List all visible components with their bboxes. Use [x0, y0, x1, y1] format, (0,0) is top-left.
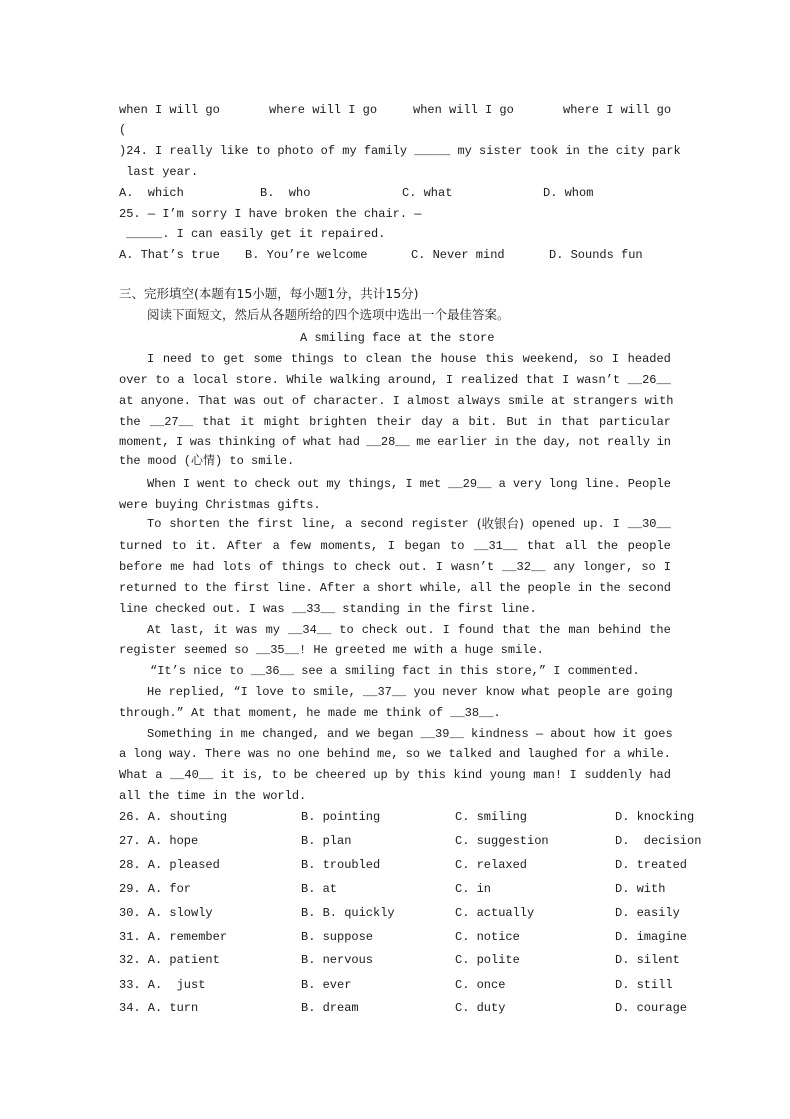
passage-word: __27__	[149, 415, 194, 429]
passage-word: first	[257, 517, 294, 531]
passage-word: so	[588, 352, 604, 366]
q25-option-d: D. Sounds fun	[549, 248, 643, 262]
passage-word: laughed	[527, 747, 578, 761]
passage-word: (收银台)	[476, 516, 525, 531]
passage-line: were buying Christmas gifts.	[119, 498, 321, 512]
passage-word: that	[501, 623, 531, 637]
passage-word: first	[233, 581, 270, 595]
passage-word: __26__	[627, 373, 671, 387]
passage-word: line.	[276, 581, 313, 595]
passage-word: There	[204, 747, 241, 761]
passage-word: the	[410, 352, 432, 366]
option-28-b: B. troubled	[301, 858, 381, 872]
section3-instruction: 阅读下面短文，然后从各题所给的四个选项中选出一个最佳答案。	[147, 307, 510, 322]
passage-line: line checked out. I was __33__ standing in the first line.	[119, 602, 537, 616]
passage-word: a	[362, 581, 370, 595]
passage-word: store.	[235, 373, 279, 387]
passage-word: what	[302, 435, 332, 449]
passage-word: this	[485, 352, 515, 366]
passage-word: line,	[301, 517, 338, 531]
option-32-d: D. silent	[615, 953, 680, 967]
passage-word: really	[606, 435, 651, 449]
option-27-d: D. decision	[615, 834, 702, 848]
q24-stem-line2: last year.	[119, 165, 199, 179]
passage-word: __30__	[627, 517, 671, 531]
passage-word: for	[584, 747, 607, 761]
passage-word: before	[119, 560, 163, 574]
passage-word: some	[253, 352, 283, 366]
option-26-a: 26. A. shouting	[119, 810, 228, 824]
passage-word: second	[360, 517, 404, 531]
option-26-b: B. pointing	[301, 810, 381, 824]
passage-line	[147, 476, 671, 492]
option-27-b: B. plan	[301, 834, 352, 848]
passage-word: moments,	[320, 539, 379, 553]
passage-word: the	[498, 581, 521, 595]
passage-word: I	[175, 435, 184, 449]
passage-word: might	[263, 415, 300, 429]
passage-word: I	[405, 477, 413, 491]
passage-word: earlier	[437, 435, 488, 449]
q25-option-c: C. Never mind	[411, 248, 505, 262]
option-33-d: D. still	[615, 978, 673, 992]
q24-option-c: C. what	[402, 186, 453, 200]
passage-word: it.	[195, 539, 218, 553]
passage-word: headed	[627, 352, 671, 366]
passage-word: young	[489, 768, 526, 782]
passage-word: People	[627, 477, 671, 491]
passage-word: while.	[627, 747, 671, 761]
passage-word: over	[119, 373, 148, 387]
passage-word: was	[235, 623, 258, 637]
option-28-d: D. treated	[615, 858, 688, 872]
passage-word: last,	[169, 623, 206, 637]
passage-word: that	[525, 373, 555, 387]
passage-word: I	[442, 623, 450, 637]
passage-word: I	[569, 768, 577, 782]
passage-word: weekend,	[522, 352, 581, 366]
passage-word: shorten	[169, 517, 220, 531]
option-32-c: C. polite	[455, 953, 520, 967]
passage-word: short	[376, 581, 413, 595]
passage-title: A smiling face at the store	[300, 331, 495, 345]
passage-word: went	[197, 477, 226, 491]
passage-word: need	[162, 352, 192, 366]
passage-word: and	[498, 747, 521, 761]
option-34-a: 34. A. turn	[119, 1001, 199, 1015]
passage-word: around,	[387, 373, 439, 387]
q24-paren: (	[119, 123, 127, 137]
passage-word: that	[526, 539, 556, 553]
passage-word: one	[298, 747, 320, 761]
passage-line	[147, 516, 671, 532]
option-30-a: 30. A. slowly	[119, 906, 213, 920]
option-29-a: 29. A. for	[119, 882, 192, 896]
passage-word: few	[289, 539, 311, 553]
passage-word: brighten	[309, 415, 367, 429]
passage-word: to	[271, 768, 287, 782]
option-34-d: D. courage	[615, 1001, 688, 1015]
passage-word: behind	[326, 747, 370, 761]
passage-word: After	[319, 581, 356, 595]
passage-line: He replied, “I love to smile, __37__ you never know what people are going	[147, 685, 673, 699]
passage-line	[147, 622, 671, 638]
passage-word: turned	[119, 539, 163, 553]
passage-word: I	[147, 352, 155, 366]
passage-word: a	[272, 539, 280, 553]
passage-word: particular	[598, 415, 671, 429]
passage-word: long	[133, 747, 163, 761]
passage-line	[147, 351, 671, 367]
passage-word: to	[342, 352, 358, 366]
passage-word: longer,	[582, 560, 634, 574]
passage-word: in	[494, 435, 509, 449]
option-31-a: 31. A. remember	[119, 930, 228, 944]
passage-word: all	[470, 581, 492, 595]
option-32-b: B. nervous	[301, 953, 374, 967]
passage-word: up	[373, 768, 388, 782]
passage-word: What	[119, 768, 148, 782]
passage-word: I	[611, 352, 620, 366]
q24-option-a: A. which	[119, 186, 184, 200]
passage-word: cheered	[315, 768, 366, 782]
q23-option-d: where I will go	[563, 103, 672, 117]
option-27-c: C. suggestion	[455, 834, 549, 848]
q23-option-a: when I will go	[119, 103, 220, 117]
q24-option-b: B. who	[260, 186, 311, 200]
q25-option-a: A. That’s true	[119, 248, 220, 262]
q25-stem-line2: _____. I can easily get it repaired.	[119, 227, 386, 241]
passage-line: the mood (心情) to smile.	[119, 454, 295, 468]
passage-word: people	[627, 539, 671, 553]
passage-word: began	[404, 539, 441, 553]
passage-word: I	[445, 373, 454, 387]
passage-line	[119, 434, 671, 450]
passage-word: very	[512, 477, 542, 491]
passage-word: I	[435, 560, 443, 574]
passage-word: local	[192, 373, 229, 387]
passage-word: wasn’t	[576, 373, 621, 387]
option-28-a: 28. A. pleased	[119, 858, 220, 872]
passage-word: a	[345, 517, 353, 531]
passage-word: a	[613, 747, 621, 761]
option-31-b: B. suppose	[301, 930, 374, 944]
passage-word: I	[387, 539, 395, 553]
passage-word: clean	[365, 352, 402, 366]
option-27-a: 27. A. hope	[119, 834, 199, 848]
passage-word: met	[419, 477, 442, 491]
passage-word: man!	[533, 768, 563, 782]
passage-word: so	[405, 747, 420, 761]
passage-word: me	[170, 560, 185, 574]
passage-word: day,	[543, 435, 573, 449]
passage-word: kind	[453, 768, 483, 782]
passage-word: When	[147, 477, 176, 491]
passage-word: is,	[242, 768, 265, 782]
passage-word: __29__	[448, 477, 492, 491]
passage-line: all the time in the world.	[119, 789, 307, 803]
q23-option-c: when will I go	[413, 103, 514, 117]
passage-word: their	[375, 415, 412, 429]
passage-word: it	[240, 415, 255, 429]
passage-word: of	[282, 435, 297, 449]
passage-word: the	[205, 581, 227, 595]
passage-word: talked	[448, 747, 492, 761]
passage-word: the	[227, 517, 250, 531]
option-31-d: D. imagine	[615, 930, 688, 944]
passage-word: out.	[398, 560, 428, 574]
passage-word: check	[354, 560, 391, 574]
passage-line	[119, 372, 671, 388]
passage-word: the	[599, 581, 621, 595]
passage-word: I	[562, 373, 570, 387]
passage-word: to	[450, 539, 465, 553]
passage-word: man	[568, 623, 590, 637]
q24-option-d: D. whom	[543, 186, 594, 200]
passage-word: me,	[376, 747, 399, 761]
passage-word: so	[641, 560, 656, 574]
passage-line: Something in me changed, and we began __39__ kindness — about how it goes	[147, 727, 673, 741]
passage-word: had	[192, 560, 215, 574]
passage-word: returned	[119, 581, 177, 595]
passage-word: a	[119, 747, 127, 761]
passage-word: that	[202, 415, 232, 429]
passage-word: walking	[329, 373, 381, 387]
passage-word: we	[427, 747, 442, 761]
option-29-c: C. in	[455, 882, 492, 896]
passage-word: day	[421, 415, 443, 429]
option-30-b: B. B. quickly	[301, 906, 395, 920]
passage-word: I	[182, 477, 191, 491]
option-30-c: C. actually	[455, 906, 535, 920]
passage-word: I	[612, 517, 620, 531]
passage-word: while,	[420, 581, 464, 595]
passage-word: __32__	[502, 560, 546, 574]
passage-word: to	[339, 623, 354, 637]
passage-word: a	[452, 415, 460, 429]
passage-word: __40__	[169, 768, 214, 782]
passage-word: by	[395, 768, 410, 782]
passage-word: __28__	[366, 435, 410, 449]
passage-word: it	[220, 768, 236, 782]
passage-word: found	[457, 623, 494, 637]
passage-word: the	[596, 539, 619, 553]
passage-word: to	[233, 477, 248, 491]
passage-word: But	[506, 415, 529, 429]
passage-word: my	[326, 477, 341, 491]
passage-word: wasn’t	[450, 560, 495, 574]
passage-word: to	[332, 560, 347, 574]
passage-word: was	[189, 435, 212, 449]
passage-word: all	[565, 539, 587, 553]
passage-word: things	[290, 352, 335, 366]
passage-word: of	[258, 560, 274, 574]
passage-line: through.” At that moment, he made me think of __38__.	[119, 706, 501, 720]
passage-line: at anyone. That was out of character. I almost always smile at strangers with	[119, 394, 674, 408]
passage-word: To	[147, 517, 162, 531]
passage-word: up.	[583, 517, 605, 531]
passage-line: “It’s nice to __36__ see a smiling fact in this store,” I commented.	[150, 664, 640, 678]
q25-option-b: B. You’re welcome	[245, 248, 368, 262]
passage-word: I	[663, 560, 671, 574]
passage-word: a	[155, 768, 163, 782]
option-26-c: C. smiling	[455, 810, 528, 824]
passage-word: to	[183, 581, 199, 595]
passage-word: realized	[460, 373, 519, 387]
passage-word: the	[649, 623, 671, 637]
passage-word: __31__	[474, 539, 518, 553]
option-26-d: D. knocking	[615, 810, 695, 824]
passage-word: any	[553, 560, 575, 574]
option-30-d: D. easily	[615, 906, 680, 920]
passage-line	[119, 746, 671, 762]
passage-word: the	[119, 415, 141, 429]
option-33-c: C. once	[455, 978, 506, 992]
passage-word: behind	[597, 623, 642, 637]
passage-word: moment,	[119, 435, 170, 449]
passage-word: house	[440, 352, 477, 366]
passage-word: suddenly	[584, 768, 642, 782]
q24-stem-line1: )24. I really like to photo of my family _____ my sister took in the city park	[119, 144, 681, 158]
passage-word: my	[265, 623, 280, 637]
passage-word: in	[577, 581, 593, 595]
passage-word: in	[656, 435, 671, 449]
passage-word: get	[223, 352, 245, 366]
passage-word: thinking	[217, 435, 276, 449]
passage-word: things	[281, 560, 325, 574]
passage-word: bit.	[468, 415, 498, 429]
passage-line	[119, 538, 671, 554]
passage-word: this	[417, 768, 446, 782]
option-34-b: B. dream	[301, 1001, 359, 1015]
passage-word: While	[286, 373, 323, 387]
passage-word: had	[649, 768, 671, 782]
passage-word: line.	[584, 477, 621, 491]
passage-word: that	[560, 415, 590, 429]
option-33-b: B. ever	[301, 978, 352, 992]
passage-word: to	[155, 373, 170, 387]
passage-word: out.	[405, 623, 435, 637]
passage-word: opened	[531, 517, 576, 531]
passage-word: a	[498, 477, 506, 491]
passage-word: second	[627, 581, 671, 595]
passage-word: it	[213, 623, 228, 637]
passage-word: to	[200, 352, 215, 366]
passage-word: be	[293, 768, 308, 782]
passage-word: the	[515, 435, 537, 449]
passage-word: not	[578, 435, 601, 449]
passage-word: people	[527, 581, 571, 595]
passage-word: check	[361, 623, 398, 637]
passage-line	[119, 414, 671, 430]
passage-word: me	[416, 435, 431, 449]
option-33-a: 33. A. just	[119, 978, 206, 992]
passage-word: to	[171, 539, 187, 553]
section3-heading: 三、完形填空(本题有15小题，每小题1分，共计15分)	[119, 286, 419, 301]
passage-word: register	[411, 517, 469, 531]
option-29-b: B. at	[301, 882, 338, 896]
passage-word: no	[276, 747, 292, 761]
passage-word: __34__	[288, 623, 332, 637]
option-34-c: C. duty	[455, 1001, 506, 1015]
passage-word: was	[247, 747, 270, 761]
option-28-c: C. relaxed	[455, 858, 528, 872]
option-32-a: 32. A. patient	[119, 953, 220, 967]
passage-word: the	[538, 623, 561, 637]
q25-stem-line1: 25. — I’m sorry I have broken the chair. —	[119, 207, 422, 221]
passage-line	[119, 580, 671, 596]
passage-word: had	[338, 435, 360, 449]
passage-word: check	[254, 477, 291, 491]
passage-word: After	[226, 539, 263, 553]
passage-line	[119, 767, 671, 783]
passage-word: way.	[169, 747, 198, 761]
option-31-c: C. notice	[455, 930, 520, 944]
passage-word: out	[297, 477, 320, 491]
option-29-d: D. with	[615, 882, 666, 896]
passage-word: long	[548, 477, 578, 491]
passage-word: At	[147, 623, 162, 637]
passage-line	[119, 559, 671, 575]
passage-line: register seemed so __35__! He greeted me with a huge smile.	[119, 643, 544, 657]
passage-word: lots	[222, 560, 251, 574]
passage-word: things,	[347, 477, 399, 491]
passage-word: in	[537, 415, 552, 429]
passage-word: a	[177, 373, 185, 387]
q23-option-b: where will I go	[269, 103, 378, 117]
